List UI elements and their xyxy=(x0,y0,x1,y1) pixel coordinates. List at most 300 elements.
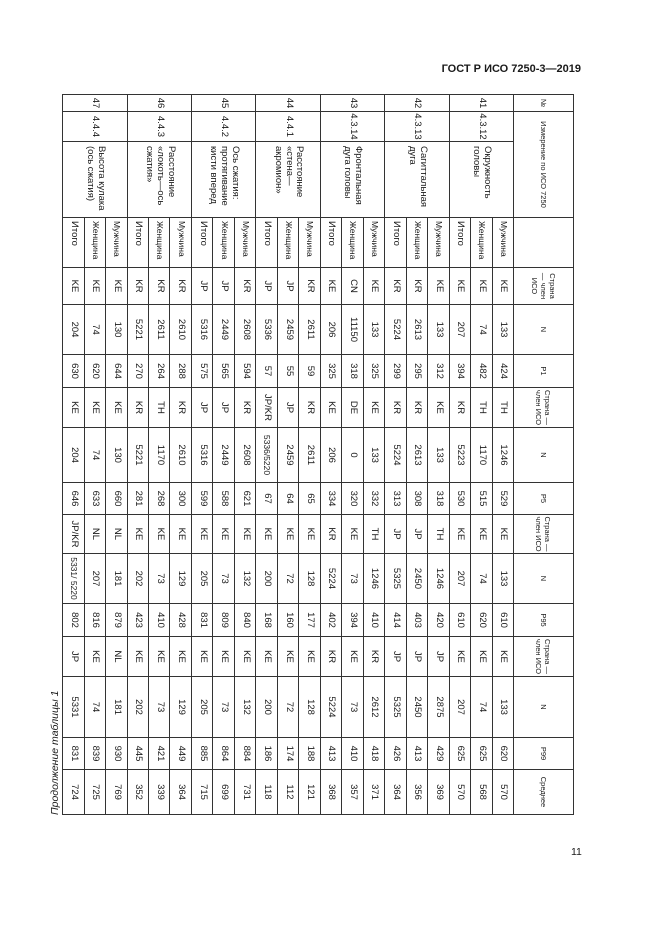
measurement-name: Расстояние «стена—акромион» xyxy=(256,142,320,218)
column-header: Измерение по ИСО 7250 xyxy=(514,112,574,218)
data-cell: 5221 xyxy=(127,428,148,483)
data-cell: 206 xyxy=(320,305,341,355)
data-cell: JP xyxy=(256,268,277,305)
data-cell: 364 xyxy=(385,770,406,815)
sex-cell: Женщина xyxy=(149,218,170,268)
row-number: 44 xyxy=(256,95,320,112)
data-cell: KE xyxy=(428,268,449,305)
data-cell: 2459 xyxy=(277,305,298,355)
data-cell: 133 xyxy=(363,428,384,483)
data-cell: KE xyxy=(299,515,320,554)
sex-cell: Женщина xyxy=(342,218,363,268)
data-cell: 368 xyxy=(320,770,341,815)
row-number: 42 xyxy=(385,95,449,112)
data-cell: 1246 xyxy=(428,554,449,604)
measurement-code: 4.3.13 xyxy=(385,112,449,142)
data-cell: 270 xyxy=(127,355,148,388)
data-cell: 429 xyxy=(428,738,449,770)
row-number: 46 xyxy=(127,95,191,112)
data-cell: 130 xyxy=(106,305,127,355)
data-cell: 133 xyxy=(428,428,449,483)
column-header: P95 xyxy=(514,604,574,637)
data-cell: 364 xyxy=(170,770,191,815)
data-cell: 630 xyxy=(63,355,85,388)
data-cell: 202 xyxy=(127,554,148,604)
data-cell: KR xyxy=(234,388,255,428)
data-cell: 2608 xyxy=(234,428,255,483)
data-cell: 529 xyxy=(492,483,513,515)
data-cell: 2459 xyxy=(277,428,298,483)
data-cell: JP xyxy=(385,515,406,554)
data-cell: 394 xyxy=(449,355,470,388)
measurement-name: Ось сжатия: протягивание кисти вперед xyxy=(191,142,255,218)
data-cell: KE xyxy=(63,388,85,428)
table-header xyxy=(514,95,574,815)
sex-cell: Мужчина xyxy=(106,218,127,268)
sex-cell: Мужчина xyxy=(492,218,513,268)
data-cell: KE xyxy=(84,388,105,428)
data-cell: 1246 xyxy=(492,428,513,483)
data-cell: 816 xyxy=(84,604,105,637)
data-cell: KR xyxy=(320,515,341,554)
data-cell: JP xyxy=(406,515,427,554)
data-cell: 575 xyxy=(191,355,212,388)
data-cell: JP/KR xyxy=(63,515,85,554)
data-cell: 633 xyxy=(84,483,105,515)
data-cell: 132 xyxy=(234,554,255,604)
data-cell: KE xyxy=(277,637,298,677)
measurement-code: 4.4.1 xyxy=(256,112,320,142)
data-cell: 11150 xyxy=(342,305,363,355)
data-cell: 204 xyxy=(63,305,85,355)
data-cell: 207 xyxy=(449,677,470,738)
data-cell: 530 xyxy=(449,483,470,515)
data-cell: 426 xyxy=(385,738,406,770)
data-cell: 621 xyxy=(234,483,255,515)
data-cell: KR xyxy=(299,388,320,428)
data-cell: KR xyxy=(385,388,406,428)
data-cell: KE xyxy=(342,515,363,554)
data-cell: 357 xyxy=(342,770,363,815)
measurement-code: 4.4.4 xyxy=(63,112,128,142)
data-cell: 769 xyxy=(106,770,127,815)
data-cell: KE xyxy=(149,637,170,677)
data-cell: 73 xyxy=(149,554,170,604)
data-cell: 2611 xyxy=(299,305,320,355)
data-cell: 59 xyxy=(299,355,320,388)
data-cell: 724 xyxy=(63,770,85,815)
column-header: P5 xyxy=(514,483,574,515)
data-cell: JP xyxy=(277,388,298,428)
row-number: 45 xyxy=(191,95,255,112)
data-cell: KE xyxy=(191,515,212,554)
data-cell: 207 xyxy=(449,554,470,604)
data-cell: 295 xyxy=(406,355,427,388)
data-cell: 356 xyxy=(406,770,427,815)
data-cell: TH xyxy=(471,388,492,428)
table-row xyxy=(363,95,384,815)
data-cell: 515 xyxy=(471,483,492,515)
data-cell: KE xyxy=(63,268,85,305)
data-cell: 133 xyxy=(363,305,384,355)
data-cell: 200 xyxy=(256,677,277,738)
data-cell: 268 xyxy=(149,483,170,515)
data-cell: 725 xyxy=(84,770,105,815)
data-cell: 423 xyxy=(127,604,148,637)
data-cell: 565 xyxy=(213,355,234,388)
column-header: P1 xyxy=(514,355,574,388)
data-cell: JP xyxy=(191,268,212,305)
data-cell: 2450 xyxy=(406,677,427,738)
row-number: 41 xyxy=(449,95,513,112)
data-cell: 610 xyxy=(449,604,470,637)
data-cell: KE xyxy=(277,515,298,554)
measurement-code: 4.3.14 xyxy=(320,112,384,142)
data-cell: 2611 xyxy=(149,305,170,355)
data-cell: KE xyxy=(170,515,191,554)
data-cell: KE xyxy=(492,515,513,554)
data-cell: KE xyxy=(234,515,255,554)
data-cell: 73 xyxy=(342,677,363,738)
data-cell: 418 xyxy=(363,738,384,770)
data-cell: 570 xyxy=(449,770,470,815)
data-cell: 74 xyxy=(84,428,105,483)
data-cell: 482 xyxy=(471,355,492,388)
data-cell: KR xyxy=(127,268,148,305)
data-cell: KR xyxy=(449,388,470,428)
data-cell: KE xyxy=(191,637,212,677)
data-cell: 884 xyxy=(234,738,255,770)
row-number: 43 xyxy=(320,95,384,112)
data-cell: KE xyxy=(256,637,277,677)
data-cell: 334 xyxy=(320,483,341,515)
data-cell: 205 xyxy=(191,677,212,738)
data-cell: KE xyxy=(149,515,170,554)
data-cell: 2450 xyxy=(406,554,427,604)
data-cell: 831 xyxy=(191,604,212,637)
data-cell: 5221 xyxy=(127,305,148,355)
data-cell: 731 xyxy=(234,770,255,815)
data-cell: 2608 xyxy=(234,305,255,355)
data-cell: 660 xyxy=(106,483,127,515)
data-cell: JP xyxy=(191,388,212,428)
data-cell: 5316 xyxy=(191,305,212,355)
data-cell: 2449 xyxy=(213,428,234,483)
data-cell: KR xyxy=(406,388,427,428)
data-cell: NL xyxy=(106,515,127,554)
data-cell: 2610 xyxy=(170,428,191,483)
data-cell: KE xyxy=(492,637,513,677)
data-cell: 74 xyxy=(471,554,492,604)
data-cell: 168 xyxy=(256,604,277,637)
sex-cell: Женщина xyxy=(213,218,234,268)
data-cell: KE xyxy=(127,515,148,554)
data-cell: 129 xyxy=(170,554,191,604)
data-cell: JP/KR xyxy=(256,388,277,428)
data-cell: 118 xyxy=(256,770,277,815)
data-cell: 5223 xyxy=(449,428,470,483)
data-cell: KE xyxy=(342,637,363,677)
data-cell: NL xyxy=(84,515,105,554)
data-cell: 129 xyxy=(170,677,191,738)
data-cell: 132 xyxy=(234,677,255,738)
data-cell: KE xyxy=(449,268,470,305)
sex-cell: Мужчина xyxy=(234,218,255,268)
data-cell: 2610 xyxy=(170,305,191,355)
sex-cell: Итого xyxy=(320,218,341,268)
data-cell: KR xyxy=(406,268,427,305)
data-cell: KE xyxy=(213,637,234,677)
data-cell: 864 xyxy=(213,738,234,770)
row-number: 47 xyxy=(63,95,128,112)
data-cell: KE xyxy=(234,637,255,677)
data-cell: 177 xyxy=(299,604,320,637)
data-cell: 74 xyxy=(471,677,492,738)
sex-cell: Мужчина xyxy=(299,218,320,268)
data-cell: 410 xyxy=(149,604,170,637)
data-cell: KE xyxy=(363,388,384,428)
data-cell: 410 xyxy=(342,738,363,770)
sex-cell: Итого xyxy=(449,218,470,268)
data-cell: 831 xyxy=(63,738,85,770)
data-cell: 332 xyxy=(363,483,384,515)
data-cell: KE xyxy=(127,637,148,677)
data-cell: KE xyxy=(449,637,470,677)
data-cell: 421 xyxy=(149,738,170,770)
data-cell: 288 xyxy=(170,355,191,388)
data-cell: 5336 xyxy=(256,305,277,355)
column-header: N xyxy=(514,428,574,483)
data-cell: 73 xyxy=(213,554,234,604)
data-cell: KE xyxy=(363,268,384,305)
data-cell: KR xyxy=(363,637,384,677)
sex-cell: Итого xyxy=(191,218,212,268)
table-row xyxy=(492,95,513,815)
data-cell: 568 xyxy=(471,770,492,815)
data-cell: DE xyxy=(342,388,363,428)
data-cell: 588 xyxy=(213,483,234,515)
data-cell: 620 xyxy=(492,738,513,770)
data-cell: 64 xyxy=(277,483,298,515)
data-cell: 413 xyxy=(320,738,341,770)
measurement-code: 4.4.3 xyxy=(127,112,191,142)
data-cell: KR xyxy=(170,268,191,305)
data-cell: 5325 xyxy=(385,554,406,604)
data-cell: KE xyxy=(449,515,470,554)
data-cell: TH xyxy=(149,388,170,428)
data-cell: 369 xyxy=(428,770,449,815)
data-cell: KE xyxy=(299,637,320,677)
data-cell: 174 xyxy=(277,738,298,770)
measurement-name: Расстояние «локоть—ось сжатия» xyxy=(127,142,191,218)
measurement-name: Высота кулака (ось сжатия) xyxy=(63,142,128,218)
data-cell: 133 xyxy=(492,554,513,604)
sex-cell: Итого xyxy=(127,218,148,268)
data-cell: 73 xyxy=(213,677,234,738)
data-cell: 264 xyxy=(149,355,170,388)
data-cell: 5224 xyxy=(385,305,406,355)
data-cell: 73 xyxy=(342,554,363,604)
column-header: № xyxy=(514,95,574,112)
data-cell: 352 xyxy=(127,770,148,815)
data-cell: 74 xyxy=(84,677,105,738)
column-header: Страна — член ИСО xyxy=(514,515,574,554)
data-cell: 65 xyxy=(299,483,320,515)
data-cell: KR xyxy=(127,388,148,428)
data-cell: 72 xyxy=(277,677,298,738)
data-cell: 186 xyxy=(256,738,277,770)
data-cell: 300 xyxy=(170,483,191,515)
data-cell: 281 xyxy=(127,483,148,515)
data-cell: 128 xyxy=(299,677,320,738)
column-header: N xyxy=(514,305,574,355)
data-cell: 112 xyxy=(277,770,298,815)
data-cell: KE xyxy=(320,388,341,428)
sex-cell: Итого xyxy=(256,218,277,268)
data-cell: 402 xyxy=(320,604,341,637)
data-cell: KE xyxy=(256,515,277,554)
table-row xyxy=(234,95,255,815)
data-cell: 420 xyxy=(428,604,449,637)
data-cell: 594 xyxy=(234,355,255,388)
data-cell: KE xyxy=(471,268,492,305)
data-cell: 879 xyxy=(106,604,127,637)
data-cell: 72 xyxy=(277,554,298,604)
data-cell: 699 xyxy=(213,770,234,815)
data-cell: 67 xyxy=(256,483,277,515)
data-cell: JP xyxy=(277,268,298,305)
sex-cell: Итого xyxy=(63,218,85,268)
data-cell: 5336/5220 xyxy=(256,428,277,483)
data-cell: 5325 xyxy=(385,677,406,738)
data-cell: 133 xyxy=(492,305,513,355)
data-cell: 2875 xyxy=(428,677,449,738)
data-cell: 410 xyxy=(363,604,384,637)
table-body xyxy=(63,95,514,815)
data-cell: 55 xyxy=(277,355,298,388)
data-cell: JP xyxy=(406,637,427,677)
data-cell: 885 xyxy=(191,738,212,770)
data-table-rotated xyxy=(62,94,574,814)
data-cell: 2613 xyxy=(406,305,427,355)
data-cell: 1170 xyxy=(149,428,170,483)
data-cell: 5224 xyxy=(320,677,341,738)
data-cell: 74 xyxy=(84,305,105,355)
data-cell: 644 xyxy=(106,355,127,388)
data-cell: CN xyxy=(342,268,363,305)
data-cell: KR xyxy=(170,388,191,428)
data-cell: 809 xyxy=(213,604,234,637)
measurement-name: Сагиттальная дуга xyxy=(385,142,449,218)
measurement-code: 4.3.12 xyxy=(449,112,513,142)
data-cell: 428 xyxy=(170,604,191,637)
table-row xyxy=(428,95,449,815)
column-header: Страна — член ИСО xyxy=(514,388,574,428)
data-cell: 0 xyxy=(342,428,363,483)
data-cell: 839 xyxy=(84,738,105,770)
data-cell: 320 xyxy=(342,483,363,515)
column-header: N xyxy=(514,677,574,738)
data-cell: 339 xyxy=(149,770,170,815)
column-header: N xyxy=(514,554,574,604)
data-cell: KR xyxy=(320,637,341,677)
data-cell: 2612 xyxy=(363,677,384,738)
table-row xyxy=(299,95,320,815)
data-cell: 413 xyxy=(406,738,427,770)
data-cell: JP xyxy=(428,637,449,677)
data-cell: TH xyxy=(363,515,384,554)
data-cell: 130 xyxy=(106,428,127,483)
data-cell: 299 xyxy=(385,355,406,388)
data-cell: KE xyxy=(320,268,341,305)
data-cell: 5331/ 5220 xyxy=(63,554,85,604)
data-cell: 5316 xyxy=(191,428,212,483)
data-cell: 414 xyxy=(385,604,406,637)
data-cell: NL xyxy=(106,637,127,677)
data-cell: 204 xyxy=(63,428,85,483)
column-header: Среднее xyxy=(514,770,574,815)
measurement-name: Фронтальная дуга головы xyxy=(320,142,384,218)
data-cell: 308 xyxy=(406,483,427,515)
sex-cell: Женщина xyxy=(406,218,427,268)
data-cell: 318 xyxy=(428,483,449,515)
data-cell: 840 xyxy=(234,604,255,637)
data-cell: 2613 xyxy=(406,428,427,483)
data-cell: 181 xyxy=(106,677,127,738)
sex-cell: Женщина xyxy=(277,218,298,268)
data-cell: 394 xyxy=(342,604,363,637)
table-row xyxy=(170,95,191,815)
data-cell: 325 xyxy=(363,355,384,388)
data-cell: 200 xyxy=(256,554,277,604)
data-cell: 802 xyxy=(63,604,85,637)
data-cell: 2449 xyxy=(213,305,234,355)
sex-cell: Мужчина xyxy=(428,218,449,268)
data-cell: KE xyxy=(471,515,492,554)
data-cell: 318 xyxy=(342,355,363,388)
data-cell: 449 xyxy=(170,738,191,770)
data-cell: 73 xyxy=(149,677,170,738)
sex-cell: Итого xyxy=(385,218,406,268)
anthropometric-table xyxy=(62,94,574,815)
data-cell: KE xyxy=(428,388,449,428)
data-cell: 1246 xyxy=(363,554,384,604)
data-cell: KE xyxy=(106,388,127,428)
data-cell: 2611 xyxy=(299,428,320,483)
data-cell: 207 xyxy=(84,554,105,604)
data-cell: 715 xyxy=(191,770,212,815)
data-cell: 128 xyxy=(299,554,320,604)
data-cell: TH xyxy=(428,515,449,554)
measurement-name: Окружность головы xyxy=(449,142,513,218)
table-continuation-caption: Продолжение таблицы 1 xyxy=(49,690,61,815)
column-header: Страна — член ИСО xyxy=(514,637,574,677)
data-cell: 207 xyxy=(449,305,470,355)
data-cell: 205 xyxy=(191,554,212,604)
data-cell: 625 xyxy=(449,738,470,770)
data-cell: KE xyxy=(84,637,105,677)
data-cell: 625 xyxy=(471,738,492,770)
data-cell: 1170 xyxy=(471,428,492,483)
data-cell: 371 xyxy=(363,770,384,815)
data-cell: 5331 xyxy=(63,677,85,738)
data-cell: 57 xyxy=(256,355,277,388)
data-cell: KE xyxy=(84,268,105,305)
data-cell: 312 xyxy=(428,355,449,388)
data-cell: 181 xyxy=(106,554,127,604)
data-cell: 74 xyxy=(471,305,492,355)
data-cell: 570 xyxy=(492,770,513,815)
